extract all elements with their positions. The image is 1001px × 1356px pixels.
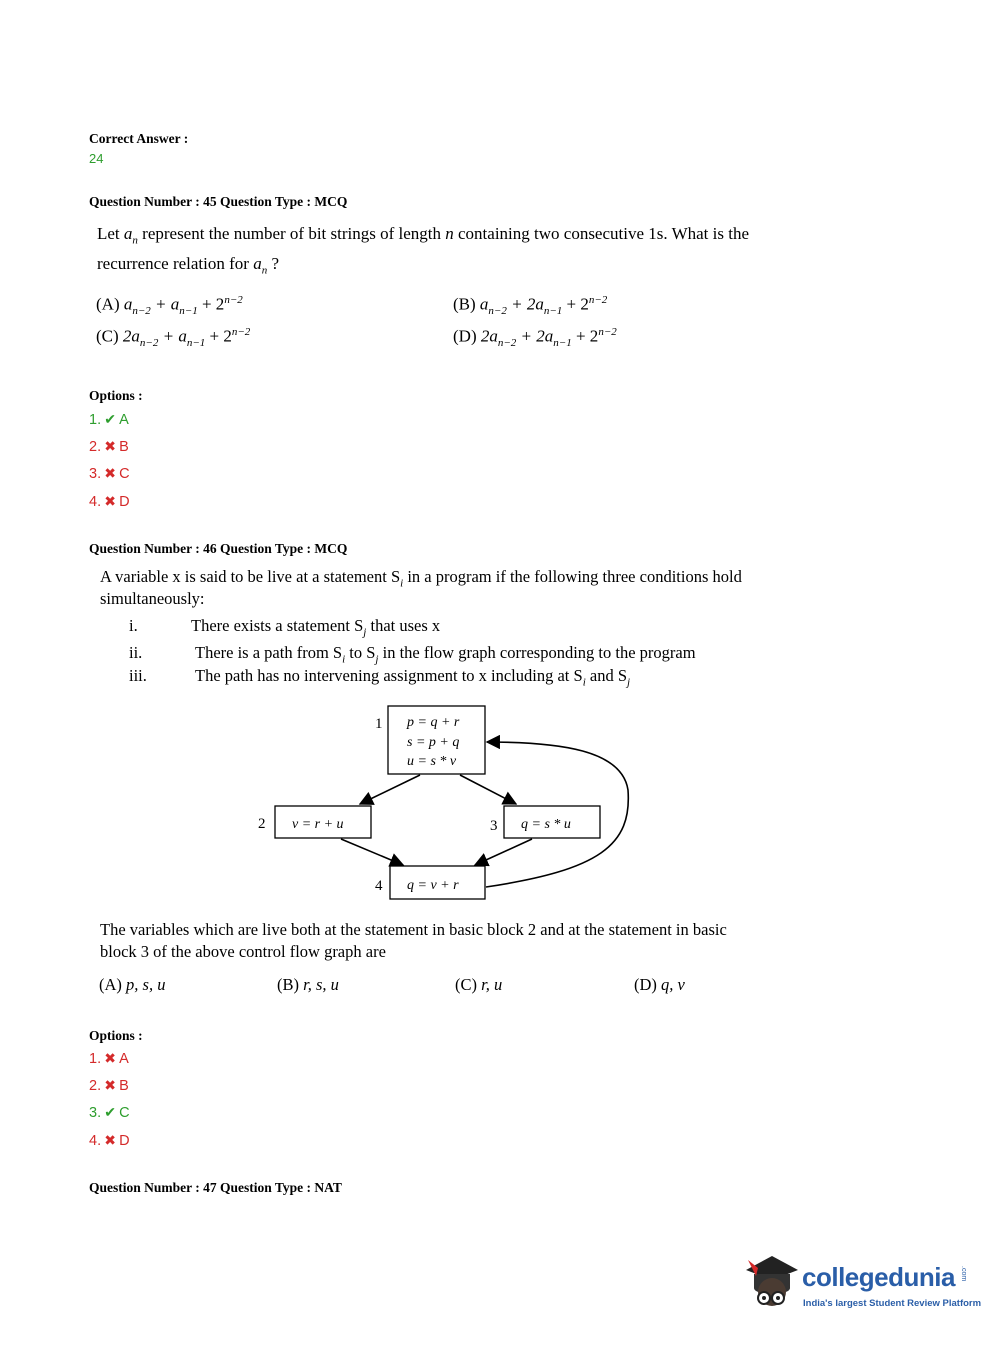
q46-condition-1: There exists a statement $S_j$ that uses x [191, 616, 441, 639]
block-2-number: 2 [258, 816, 266, 832]
edge-4-to-1 [486, 742, 628, 887]
collegedunia-logo [742, 1248, 982, 1320]
cross-icon: ✖ [104, 1132, 116, 1148]
q45-choice-d: (D) $2a_{n-2} + 2a_{n-1} + 2^{n-2}$ [453, 326, 617, 350]
correct-answer-value: 24 [89, 151, 104, 166]
edge-1-to-3 [460, 775, 516, 804]
q46-header: Question Number : 46 Question Type : MCQ [89, 541, 348, 556]
block-4-number: 4 [375, 878, 383, 894]
q45-question-line2: recurrence relation for $a_n$ ? [97, 254, 280, 277]
brand-tagline: India's largest Student Review Platform [803, 1298, 982, 1309]
q46-intro-line1: A variable x is said to be live at a statement $S_i$ in a program if the following three conditions hold [100, 567, 742, 590]
q45-option-1: 1. ✔ A [89, 411, 129, 428]
q45-choice-b: (B) $a_{n-2} + 2a_{n-1} + 2^{n-2}$ [453, 294, 608, 318]
q46-option-4: 4. ✖ D [89, 1132, 130, 1149]
q45-choice-a: (A) $a_{n-2} + a_{n-1} + 2^{n-2}$ [96, 294, 243, 318]
block-1-line2: s = p + q [407, 735, 460, 750]
q46-question-line2: block 3 of the above control flow graph are [100, 942, 386, 961]
q46-option-3: 3. ✔ C [89, 1104, 130, 1121]
cross-icon: ✖ [104, 493, 116, 509]
cross-icon: ✖ [104, 1050, 116, 1066]
block-4-stmt: q = v + r [407, 878, 459, 893]
q46-condition-2-num: ii. [129, 643, 143, 662]
block-1-number: 1 [375, 716, 383, 732]
block-2-stmt: v = r + u [292, 817, 344, 832]
q45-options-label: Options : [89, 388, 143, 403]
q45-question-line1: Let $a_n$ represent the number of bit strings of length n containing two consecutive 1s. What is the [97, 224, 749, 247]
block-1-line1: p = q + r [407, 715, 460, 730]
q45-choice-c: (C) $2a_{n-2} + a_{n-1} + 2^{n-2}$ [96, 326, 251, 350]
edge-2-to-4 [341, 839, 403, 865]
q46-choice-a: (A) p, s, u [99, 975, 166, 994]
correct-answer-label: Correct Answer : [89, 131, 189, 146]
q46-question-line1: The variables which are live both at the statement in basic block 2 and at the statement in basic [100, 920, 727, 939]
brand-tld: .com [960, 1266, 967, 1282]
q46-condition-2: There is a path from $S_i$ to $S_j$ in the flow graph corresponding to the program [195, 643, 696, 666]
mascot-icon [742, 1248, 800, 1320]
q45-option-2: 2. ✖ B [89, 438, 129, 455]
block-3-stmt: q = s * u [521, 817, 571, 832]
check-icon: ✔ [104, 411, 116, 427]
edge-1-to-2 [360, 775, 420, 804]
q45-option-4: 4. ✖ D [89, 493, 130, 510]
cross-icon: ✖ [104, 438, 116, 454]
q46-option-2: 2. ✖ B [89, 1077, 129, 1094]
check-icon: ✔ [104, 1104, 116, 1120]
q45-header: Question Number : 45 Question Type : MCQ [89, 194, 348, 209]
q46-condition-3: The path has no intervening assignment to x including at $S_i$ and $S_j$ [195, 666, 631, 689]
cross-icon: ✖ [104, 465, 116, 481]
q46-condition-1-num: i. [129, 616, 138, 635]
block-1-line3: u = s * v [407, 754, 457, 769]
q46-choice-d: (D) q, v [634, 975, 685, 994]
q46-option-1: 1. ✖ A [89, 1050, 129, 1067]
cross-icon: ✖ [104, 1077, 116, 1093]
q46-intro-line2: simultaneously: [100, 589, 205, 608]
q45-option-3: 3. ✖ C [89, 465, 130, 482]
block-3-number: 3 [490, 818, 498, 834]
q46-options-label: Options : [89, 1028, 143, 1043]
brand-name: collegedunia [802, 1262, 955, 1292]
q46-choice-c: (C) r, u [455, 975, 503, 994]
q46-choice-b: (B) r, s, u [277, 975, 339, 994]
edge-3-to-4 [475, 839, 532, 865]
q46-condition-3-num: iii. [129, 666, 147, 685]
q47-header: Question Number : 47 Question Type : NAT [89, 1180, 342, 1195]
